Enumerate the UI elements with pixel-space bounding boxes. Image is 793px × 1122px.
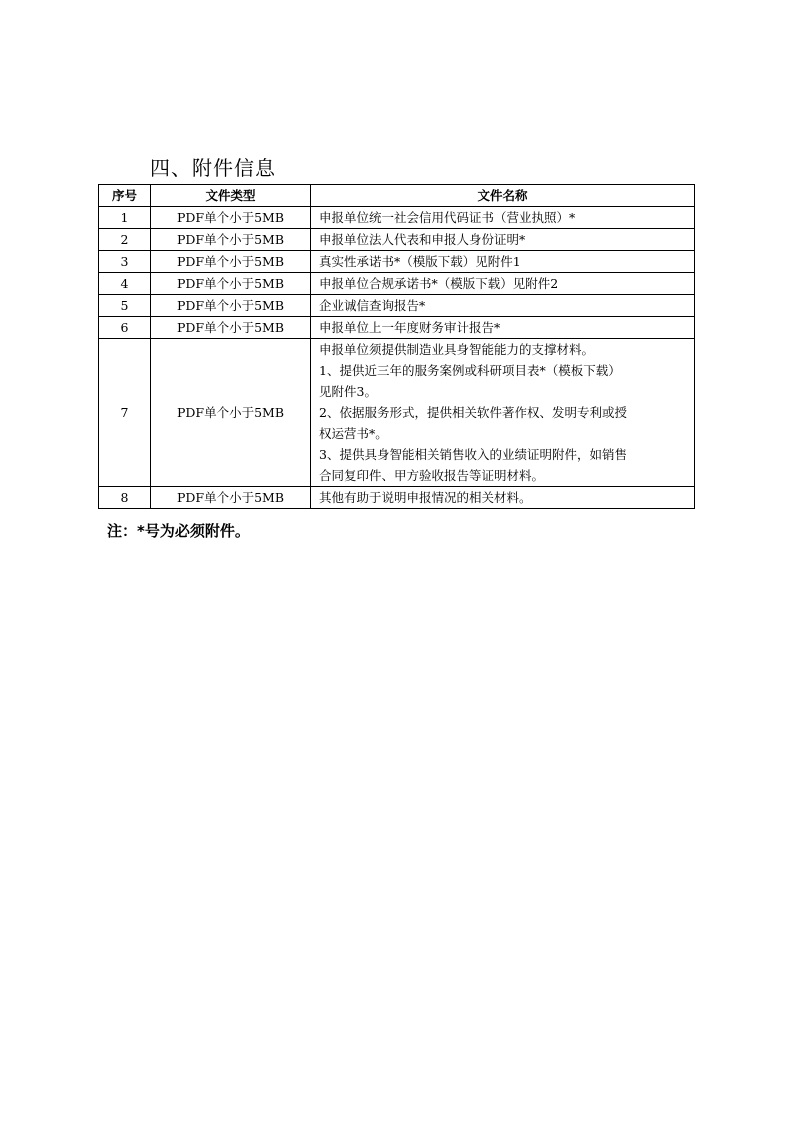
- file-name-line: 权运营书*。: [319, 426, 388, 441]
- file-name-line: 2、依据服务形式，提供相关软件著作权、发明专利或授: [319, 405, 627, 420]
- table-row: [99, 295, 695, 317]
- table-row: [99, 339, 695, 487]
- cell-file-type: PDF单个小于5MB: [151, 207, 311, 229]
- file-name-line: 见附件3。: [319, 384, 377, 399]
- table-row: [99, 273, 695, 295]
- file-name-line: 申报单位统一社会信用代码证书（营业执照）*: [319, 210, 576, 225]
- cell-file-name: [311, 487, 695, 509]
- cell-file-name: [311, 229, 695, 251]
- cell-file-name: [311, 273, 695, 295]
- cell-serial-number: 7: [99, 339, 151, 487]
- attachment-table: [98, 184, 695, 509]
- file-name-line: 申报单位法人代表和申报人身份证明*: [319, 232, 526, 247]
- file-name-line: 申报单位须提供制造业具身智能能力的支撑材料。: [319, 342, 595, 357]
- cell-file-name: [311, 251, 695, 273]
- header-serial-number: 序号: [99, 185, 151, 207]
- table-row: [99, 317, 695, 339]
- table-row: [99, 207, 695, 229]
- table-row: [99, 229, 695, 251]
- file-name-line: 真实性承诺书*（模版下载）见附件1: [319, 254, 521, 269]
- table-row: [99, 487, 695, 509]
- cell-serial-number: 8: [99, 487, 151, 509]
- footnote: 注：*号为必须附件。: [107, 522, 250, 540]
- cell-file-type: PDF单个小于5MB: [151, 229, 311, 251]
- cell-file-name: [311, 339, 695, 487]
- file-name-line: 合同复印件、甲方验收报告等证明材料。: [319, 468, 545, 483]
- header-file-name: 文件名称: [311, 185, 695, 207]
- file-name-line: 其他有助于说明申报情况的相关材料。: [319, 490, 532, 505]
- cell-serial-number: 1: [99, 207, 151, 229]
- cell-serial-number: 4: [99, 273, 151, 295]
- cell-file-name: [311, 317, 695, 339]
- header-file-type: 文件类型: [151, 185, 311, 207]
- cell-file-type: PDF单个小于5MB: [151, 339, 311, 487]
- file-name-line: 1、提供近三年的服务案例或科研项目表*（模板下载）: [319, 363, 621, 378]
- file-name-line: 3、提供具身智能相关销售收入的业绩证明附件，如销售: [319, 447, 627, 462]
- cell-serial-number: 3: [99, 251, 151, 273]
- cell-file-name: [311, 207, 695, 229]
- cell-serial-number: 6: [99, 317, 151, 339]
- section-title: 四、附件信息: [150, 156, 276, 180]
- cell-file-type: PDF单个小于5MB: [151, 295, 311, 317]
- file-name-line: 申报单位上一年度财务审计报告*: [319, 320, 501, 335]
- cell-serial-number: 2: [99, 229, 151, 251]
- cell-file-type: PDF单个小于5MB: [151, 487, 311, 509]
- cell-serial-number: 5: [99, 295, 151, 317]
- table-row: [99, 251, 695, 273]
- file-name-line: 企业诚信查询报告*: [319, 298, 426, 313]
- cell-file-type: PDF单个小于5MB: [151, 317, 311, 339]
- cell-file-type: PDF单个小于5MB: [151, 251, 311, 273]
- cell-file-name: [311, 295, 695, 317]
- cell-file-type: PDF单个小于5MB: [151, 273, 311, 295]
- table-body: [99, 207, 695, 509]
- table-header-row: [99, 185, 695, 207]
- file-name-line: 申报单位合规承诺书*（模版下载）见附件2: [319, 276, 559, 291]
